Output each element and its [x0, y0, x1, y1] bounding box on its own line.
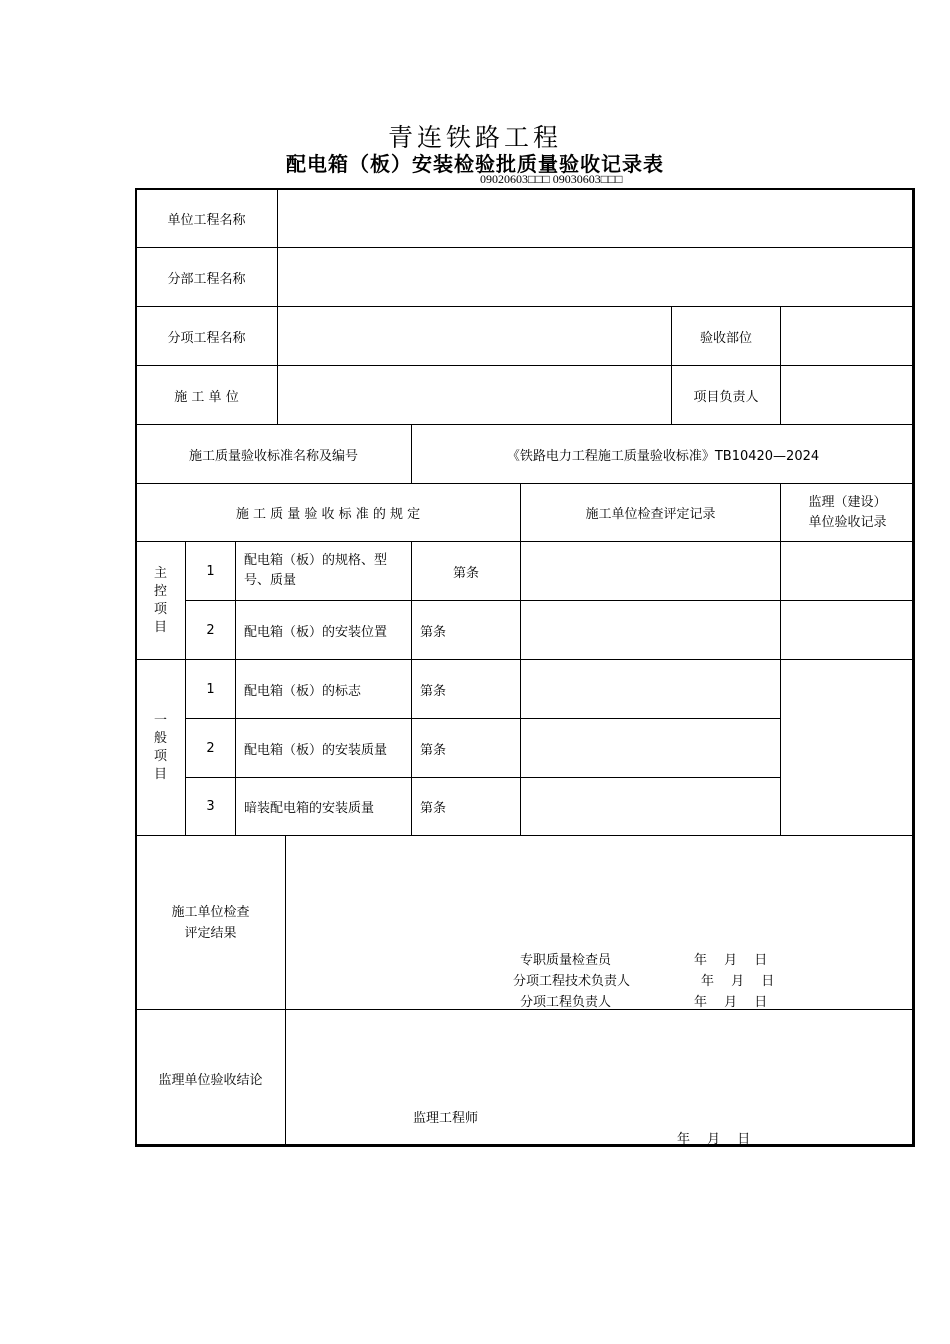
contractor-record-cell[interactable]	[521, 660, 781, 719]
subitem-label: 分项工程名称	[136, 307, 278, 366]
item-clause: 第条	[412, 778, 521, 836]
supervisor-result-area[interactable]	[286, 1010, 915, 1147]
main-control-char: 主	[153, 565, 167, 581]
item-name: 配电箱（板）的规格、型号、质量	[236, 542, 412, 601]
general-char: 般	[153, 730, 167, 746]
item-name: 暗装配电箱的安装质量	[236, 778, 412, 836]
supervisor-result-label: 监理单位验收结论	[136, 1010, 286, 1147]
unit-project-label: 单位工程名称	[136, 189, 278, 248]
pm-label: 项目负责人	[672, 366, 781, 425]
item-clause: 第条	[412, 601, 521, 660]
supervisor-date: 年 月 日	[677, 1132, 751, 1147]
contractor-label: 施 工 单 位	[136, 366, 278, 425]
item-number: 1	[186, 660, 236, 719]
item-clause: 第条	[412, 542, 521, 601]
standard-label: 施工质量验收标准名称及编号	[136, 425, 412, 484]
standard-value: 《铁路电力工程施工质量验收标准》TB10420—2024	[412, 425, 915, 484]
main-control-char: 项	[153, 601, 167, 617]
project-title: 青连铁路工程	[387, 123, 562, 152]
main-control-char: 目	[153, 619, 167, 635]
contractor-result-label	[136, 836, 286, 1010]
general-label	[136, 660, 186, 836]
supervisor-record-cell[interactable]	[781, 601, 915, 660]
inspector-date: 年 月 日	[694, 953, 768, 968]
item-number: 2	[186, 601, 236, 660]
form-title: 配电箱（板）安装检验批质量验收记录表	[286, 152, 664, 176]
tech-lead-label: 分项工程技术负责人	[513, 974, 631, 989]
main-control-label	[136, 542, 186, 660]
supervisor-record-cell[interactable]	[781, 542, 915, 601]
supervisor-record-header	[781, 484, 915, 542]
division-label: 分部工程名称	[136, 248, 278, 307]
contractor-result-line1: 施工单位检查	[171, 904, 250, 920]
supervisor-engineer-label: 监理工程师	[413, 1111, 479, 1126]
unit-project-field[interactable]	[278, 189, 915, 248]
contractor-record-cell[interactable]	[521, 542, 781, 601]
item-number: 3	[186, 778, 236, 836]
item-clause: 第条	[412, 719, 521, 778]
main-control-char: 控	[153, 583, 167, 599]
contractor-field[interactable]	[278, 366, 672, 425]
spec-header: 施 工 质 量 验 收 标 准 的 规 定	[136, 484, 521, 542]
form-code: 09020603□□□ 09030603□□□	[480, 172, 623, 186]
accept-part-label: 验收部位	[672, 307, 781, 366]
item-name: 配电箱（板）的安装位置	[236, 601, 412, 660]
item-number: 1	[186, 542, 236, 601]
items-table	[135, 483, 915, 836]
info-table	[135, 188, 915, 484]
tech-lead-date: 年 月 日	[701, 974, 775, 989]
item-clause: 第条	[412, 660, 521, 719]
contractor-result-line2: 评定结果	[184, 925, 237, 941]
contractor-record-cell[interactable]	[521, 601, 781, 660]
general-char: 项	[153, 748, 167, 764]
supervisor-header-line1: 监理（建设）	[808, 494, 887, 510]
item-name: 配电箱（板）的标志	[236, 660, 412, 719]
general-char: 一	[153, 712, 167, 728]
general-char: 目	[153, 766, 167, 782]
inspector-label: 专职质量检查员	[520, 953, 612, 968]
contractor-record-cell[interactable]	[521, 778, 781, 836]
item-number: 2	[186, 719, 236, 778]
pm-field[interactable]	[781, 366, 915, 425]
subitem-lead-label: 分项工程负责人	[520, 995, 612, 1010]
division-field[interactable]	[278, 248, 915, 307]
item-name: 配电箱（板）的安装质量	[236, 719, 412, 778]
contractor-record-header: 施工单位检查评定记录	[521, 484, 781, 542]
subitem-field[interactable]	[278, 307, 672, 366]
supervisor-header-line2: 单位验收记录	[808, 514, 887, 530]
accept-part-field[interactable]	[781, 307, 915, 366]
subitem-lead-date: 年 月 日	[694, 995, 768, 1010]
contractor-record-cell[interactable]	[521, 719, 781, 778]
supervisor-record-cell[interactable]	[781, 660, 915, 836]
